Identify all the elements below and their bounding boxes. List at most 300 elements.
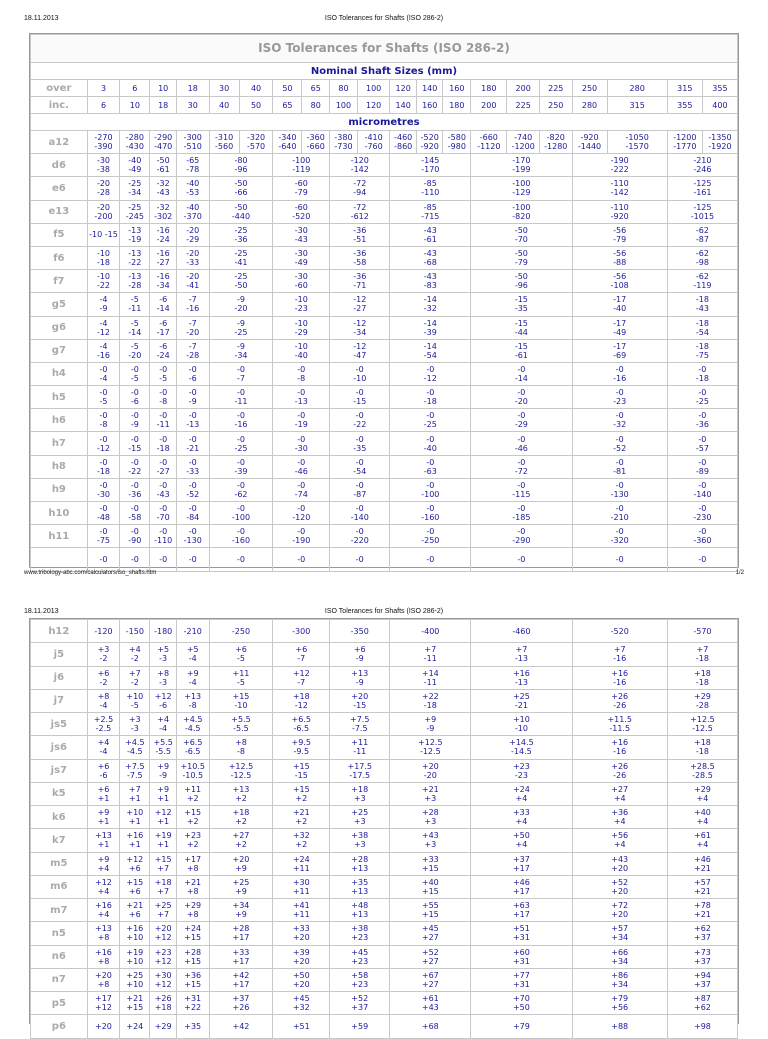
source-url[interactable]: www.tribology-abc.com/calculators/iso_shafts.htm [24,570,157,576]
size-over-cell: 30 [209,80,239,97]
tolerance-cell: +6.5 -6.5 [273,713,330,736]
tolerance-cell: +25 -21 [471,689,572,712]
grade-label: g5 [31,293,88,316]
tolerance-cell: -15 -44 [471,316,572,339]
tolerance-cell: -0 -210 [572,502,667,525]
tolerance-cell: -0 -8 [150,386,177,409]
tolerance-cell: -50 -70 [471,223,572,246]
tolerance-cell: +52 +20 [572,875,667,898]
tolerance-cell: +19 +10 [120,945,150,968]
tolerance-cell: -0 [471,548,572,571]
grade-row [31,432,738,455]
tolerance-cell: -36 -51 [330,223,390,246]
tolerance-cell: -65 -78 [176,154,209,177]
tolerance-cell: +25 +7 [150,899,177,922]
tolerance-cell: +7 -11 [390,643,471,666]
tolerance-cell: -410 -760 [357,131,390,154]
tolerance-cell: -9 -20 [209,293,273,316]
tolerance-cell: -520 -920 [416,131,443,154]
tolerance-cell: +27 +4 [572,782,667,805]
tolerance-cell: +98 [667,1015,737,1038]
tolerance-cell: +20 +9 [209,852,273,875]
tolerance-cell: -0 -110 [150,525,177,548]
tolerance-cell: +18 +3 [330,782,390,805]
tolerance-cell: +26 -26 [572,759,667,782]
tolerance-cell: -0 -18 [390,386,471,409]
inc-label: inc. [31,97,88,114]
grade-label: h9 [31,478,88,501]
tolerance-cell: +6.5 -6.5 [176,736,209,759]
tolerance-cell: +15 +2 [273,782,330,805]
tolerance-cell: +70 +50 [471,992,572,1015]
tolerance-cell: -360 -660 [302,131,330,154]
grade-row [31,246,738,269]
tolerance-cell: -100 -129 [471,177,572,200]
tolerance-cell: +94 +37 [667,968,737,991]
grade-row [31,852,738,875]
tolerance-cell: -50 -440 [209,200,273,223]
tolerance-cell: -0 -30 [87,478,120,501]
tolerance-cell: -16 -34 [150,270,177,293]
tolerance-cell: -0 -72 [471,455,572,478]
tolerance-cell: -580 -980 [443,131,471,154]
size-over-cell: 18 [176,80,209,97]
tolerance-cell: +7 -16 [572,643,667,666]
tolerance-cell: +7.5 -7.5 [330,713,390,736]
tolerance-cell: +8 -3 [150,666,177,689]
tolerance-cell: +18 +2 [209,806,273,829]
tolerance-cell: -400 [390,620,471,643]
tolerance-cell: +12 +1 [150,806,177,829]
grade-label: n7 [31,968,88,991]
tolerance-cell: +28 +3 [390,806,471,829]
grade-label: h8 [31,455,88,478]
tolerance-cell: +5 -3 [150,643,177,666]
grade-label: js5 [31,713,88,736]
tolerance-cell: +25 +10 [120,968,150,991]
tolerance-cell: -32 -43 [150,177,177,200]
tolerance-cell: +40 +15 [390,875,471,898]
tolerance-cell: +6 -7 [273,643,330,666]
grade-row [31,945,738,968]
tolerance-cell: -520 [572,620,667,643]
tolerance-cell: -0 -74 [273,478,330,501]
tolerance-cell: -125 -161 [667,177,737,200]
tolerance-cell: -0 -20 [471,386,572,409]
tolerance-cell: -0 -10 [330,362,390,385]
tolerance-cell: +16 -16 [572,666,667,689]
size-over-cell: 355 [702,80,737,97]
tolerance-cell: -0 [330,548,390,571]
tolerance-cell: -10 -15 [87,223,120,246]
tolerance-cell: -36 -71 [330,270,390,293]
tolerance-cell: -0 [667,548,737,571]
size-over-cell: 225 [539,80,572,97]
grade-label: h5 [31,386,88,409]
tolerance-cell: +12.5 -12.5 [390,736,471,759]
tolerance-cell: -6 -24 [150,339,177,362]
tolerance-cell: -0 [150,548,177,571]
grade-label: g7 [31,339,88,362]
tolerance-cell: +15 -15 [273,759,330,782]
tolerance-cell: +13 -8 [176,689,209,712]
tolerance-cell: +18 -18 [667,666,737,689]
tolerance-cell: +7 -2 [120,666,150,689]
tolerance-cell: -0 -100 [209,502,273,525]
tolerance-cell: -85 -715 [390,200,471,223]
tolerance-cell: -5 -11 [120,293,150,316]
tolerance-cell: +4.5 -4.5 [120,736,150,759]
tolerance-cell: -14 -39 [390,316,471,339]
tolerance-cell: -0 -9 [120,409,150,432]
grade-label: g6 [31,316,88,339]
tolerance-cell: +14 -11 [390,666,471,689]
tolerance-cell: +23 +12 [150,945,177,968]
tolerance-cell: +45 +23 [330,945,390,968]
grade-label: p6 [31,1015,88,1038]
tolerance-cell: +36 +15 [176,968,209,991]
tolerance-cell: -0 -52 [572,432,667,455]
tolerance-cell: -0 -15 [120,432,150,455]
tolerance-cell: -0 -140 [330,502,390,525]
size-over-cell: 120 [390,80,417,97]
tolerance-cell: +13 +2 [209,782,273,805]
tolerance-cell: -10 -23 [273,293,330,316]
tolerance-cell: -0 -36 [120,478,150,501]
tolerance-cell: -0 -21 [176,432,209,455]
tolerance-table-page2 [29,618,739,1032]
tolerance-cell: +45 +27 [390,922,471,945]
tolerance-cell: -0 -6 [120,386,150,409]
tolerance-cell: -0 -22 [330,409,390,432]
tolerance-cell: +15 -10 [209,689,273,712]
grade-row [31,455,738,478]
tolerance-cell: +16 +10 [120,922,150,945]
grade-row [31,409,738,432]
tolerance-cell: +9 -9 [390,713,471,736]
size-inc-cell: 40 [209,97,239,114]
tolerance-cell: -145 -170 [390,154,471,177]
tolerance-table-page1 [29,33,739,568]
tolerance-cell: -40 -53 [176,177,209,200]
tolerance-cell: -0 -6 [176,362,209,385]
tolerance-cell: +26 -26 [572,689,667,712]
tolerance-cell: +6 -9 [330,643,390,666]
tolerance-cell: +4 -2 [120,643,150,666]
tolerance-cell: -0 -220 [330,525,390,548]
tolerance-cell: +11 -11 [330,736,390,759]
tolerance-cell: +36 +4 [572,806,667,829]
tolerance-cell: +10.5 -10.5 [176,759,209,782]
tolerance-cell: -9 -34 [209,339,273,362]
tolerance-cell: -50 -79 [471,246,572,269]
tolerance-cell: -50 -61 [150,154,177,177]
tolerance-cell: +9 +4 [87,852,120,875]
tolerance-cell: -0 -16 [209,409,273,432]
tolerance-cell: +5 -4 [176,643,209,666]
tolerance-cell: -0 -115 [471,478,572,501]
tolerance-cell: +78 +21 [667,899,737,922]
tolerance-cell: -7 -16 [176,293,209,316]
grade-label: j6 [31,666,88,689]
tolerance-cell: +39 +20 [273,945,330,968]
size-over-cell: 180 [471,80,507,97]
tolerance-cell: -0 -250 [390,525,471,548]
tolerance-cell: -0 -62 [209,478,273,501]
grade-label: h7 [31,432,88,455]
tolerance-cell: +31 +22 [176,992,209,1015]
tolerance-cell: +9 +1 [150,782,177,805]
tolerance-cell: +46 +17 [471,875,572,898]
tolerance-cell: -300 [273,620,330,643]
tolerance-cell: -0 -39 [209,455,273,478]
tolerance-cell: +35 +13 [330,875,390,898]
tolerance-cell: -0 -13 [273,386,330,409]
tolerance-cell: +45 +32 [273,992,330,1015]
tolerance-cell: -0 -130 [572,478,667,501]
tolerance-cell: -0 -18 [667,362,737,385]
tolerance-cell: +33 +15 [390,852,471,875]
size-inc-cell: 120 [357,97,390,114]
tolerance-cell: -0 -25 [209,432,273,455]
tolerance-cell: -25 -34 [120,177,150,200]
tolerance-cell: -60 -79 [273,177,330,200]
tolerance-cell: +15 +2 [176,806,209,829]
tolerance-cell: -0 -89 [667,455,737,478]
tolerance-cell: -15 -35 [471,293,572,316]
tolerance-cell: -0 -87 [330,478,390,501]
grade-label: f5 [31,223,88,246]
tolerance-cell: +30 +12 [150,968,177,991]
tolerance-cell: +9 +1 [87,806,120,829]
tolerance-cell: +25 +9 [209,875,273,898]
grade-row [31,899,738,922]
tolerance-cell: -30 -49 [273,246,330,269]
tolerance-cell: -1350 -1920 [702,131,737,154]
tolerance-cell: -0 [176,548,209,571]
tolerance-cell: -0 -23 [572,386,667,409]
tolerance-cell: -0 -75 [87,525,120,548]
tolerance-cell: +79 +56 [572,992,667,1015]
tolerance-cell: +37 +26 [209,992,273,1015]
tolerance-cell: +20 -20 [390,759,471,782]
tolerance-cell: +24 +15 [176,922,209,945]
grade-label: n6 [31,945,88,968]
tolerance-cell: -4 -12 [87,316,120,339]
grade-row [31,620,738,643]
tolerance-cell: -920 -1440 [572,131,607,154]
tolerance-cell: +21 +15 [120,992,150,1015]
tolerance-cell: -20 -28 [87,177,120,200]
grade-label: m5 [31,852,88,875]
tolerance-cell: +27 +2 [209,829,273,852]
grade-row [31,339,738,362]
tolerance-cell: -0 -5 [120,362,150,385]
tolerance-cell: -25 -36 [209,223,273,246]
tolerance-cell: -0 -4 [87,362,120,385]
grade-label: n5 [31,922,88,945]
tolerance-cell: -15 -61 [471,339,572,362]
grade-label: h4 [31,362,88,385]
grade-row [31,643,738,666]
tolerance-cell: -10 -40 [273,339,330,362]
grade-label: a12 [31,131,88,154]
size-over-cell: 160 [443,80,471,97]
tolerance-cell: -100 -820 [471,200,572,223]
tolerance-cell: +51 +31 [471,922,572,945]
tolerance-cell: -62 -119 [667,270,737,293]
size-over-cell: 250 [572,80,607,97]
tolerance-cell: -50 -66 [209,177,273,200]
tolerance-cell: +19 +1 [150,829,177,852]
tolerance-cell: +4.5 -4.5 [176,713,209,736]
size-inc-cell: 280 [572,97,607,114]
tolerance-cell: -0 -46 [471,432,572,455]
grade-row [31,223,738,246]
tolerance-cell: +32 +2 [273,829,330,852]
size-inc-cell: 65 [273,97,302,114]
tolerance-cell: -60 -520 [273,200,330,223]
tolerance-cell: +10 -5 [120,689,150,712]
tolerance-cell: -300 -510 [176,131,209,154]
tolerance-cell: -0 -52 [176,478,209,501]
tolerance-cell: -72 -612 [330,200,390,223]
print-title: ISO Tolerances for Shafts (ISO 286-2) [324,15,444,22]
grade-row [31,713,738,736]
tolerance-cell: -0 [273,548,330,571]
tolerance-cell: -0 -27 [150,455,177,478]
tolerance-cell: +28 +17 [209,922,273,945]
tolerance-cell: +6 +1 [87,782,120,805]
size-over-cell: 10 [150,80,177,97]
tolerance-cell: -0 -40 [390,432,471,455]
tolerance-cell: +88 [572,1015,667,1038]
tolerance-cell: +11 -5 [209,666,273,689]
tolerance-cell: -14 -32 [390,293,471,316]
tolerance-cell: -17 -49 [572,316,667,339]
tolerance-cell: -350 [330,620,390,643]
tolerance-cell: -0 [120,548,150,571]
tolerance-cell: -0 -11 [209,386,273,409]
tolerance-cell: -310 -560 [209,131,239,154]
grade-row [31,829,738,852]
tolerance-cell: +59 [330,1015,390,1038]
size-over-cell: 140 [416,80,443,97]
tolerance-cell: +77 +31 [471,968,572,991]
tolerance-cell: -16 -24 [150,223,177,246]
tolerance-cell: -150 [120,620,150,643]
grade-row [31,736,738,759]
tolerance-cell: -0 -25 [667,386,737,409]
page-footer [24,570,744,576]
size-inc-cell: 100 [330,97,358,114]
tolerance-cell: +50 +4 [471,829,572,852]
size-over-cell: 280 [607,80,667,97]
tolerance-cell: +7 -13 [471,643,572,666]
tolerance-cell: -0 -140 [667,478,737,501]
tolerance-cell: +29 [150,1015,177,1038]
tolerance-cell: -0 -360 [667,525,737,548]
tolerance-cell: +20 +12 [150,922,177,945]
size-inc-cell: 80 [302,97,330,114]
tolerance-cell: -20 -41 [176,270,209,293]
tolerance-cell: +16 -16 [572,736,667,759]
grade-row [31,806,738,829]
tolerance-cell: -0 -8 [87,409,120,432]
tolerance-cell: -0 -320 [572,525,667,548]
tolerance-cell: -0 -8 [273,362,330,385]
tolerance-cell: -16 -27 [150,246,177,269]
tolerance-cell: -0 -15 [330,386,390,409]
tolerance-cell: -460 [471,620,572,643]
tolerance-cell: -10 -18 [87,246,120,269]
tolerance-cell: +50 +20 [273,968,330,991]
tolerance-cell: +43 +20 [572,852,667,875]
grade-label: h10 [31,502,88,525]
grade-row [31,200,738,223]
tolerance-cell: +18 +7 [150,875,177,898]
tolerance-cell: +7.5 -7.5 [120,759,150,782]
tolerance-cell: -740 -1200 [507,131,540,154]
size-over-cell: 100 [357,80,390,97]
tolerance-cell: -280 -430 [120,131,150,154]
tolerance-cell: +28 +15 [176,945,209,968]
tolerance-cell: +21 +2 [273,806,330,829]
grade-label: e6 [31,177,88,200]
tolerance-cell: +56 +4 [572,829,667,852]
tolerance-cell: -32 -302 [150,200,177,223]
tolerance-cell: +9 -4 [176,666,209,689]
tolerance-cell: -320 -570 [239,131,273,154]
tolerance-cell: +2.5 -2.5 [87,713,120,736]
tolerance-cell: +21 +8 [176,875,209,898]
grade-row [31,992,738,1015]
size-over-cell: 80 [330,80,358,97]
tolerance-cell: -18 -43 [667,293,737,316]
tolerance-cell: -0 [390,548,471,571]
tolerance-cell: +52 +27 [390,945,471,968]
tolerance-cell: +29 +4 [667,782,737,805]
tolerance-cell: -380 -730 [330,131,358,154]
tolerance-cell: -56 -108 [572,270,667,293]
tolerance-cell: -25 -245 [120,200,150,223]
tolerance-cell: -50 -96 [471,270,572,293]
tolerance-cell: +38 +3 [330,829,390,852]
tolerance-cell: -36 -58 [330,246,390,269]
tolerance-cell: -0 -12 [390,362,471,385]
tolerance-cell: -0 -54 [330,455,390,478]
grade-label: f7 [31,270,88,293]
tolerance-cell: +16 +1 [120,829,150,852]
grade-row [31,922,738,945]
tolerance-cell: -12 -27 [330,293,390,316]
grade-label: m6 [31,875,88,898]
tolerance-cell: -17 -40 [572,293,667,316]
tolerance-cell: +20 +8 [87,968,120,991]
tolerance-cell: +15 +7 [150,852,177,875]
tolerance-cell: -125 -1015 [667,200,737,223]
size-inc-cell: 315 [607,97,667,114]
tolerance-cell: +12 -7 [273,666,330,689]
over-label: over [31,80,88,97]
tolerance-cell: -110 -142 [572,177,667,200]
tolerance-cell: +24 [120,1015,150,1038]
tolerance-cell: -120 -142 [330,154,390,177]
tolerance-cell: +17 +8 [176,852,209,875]
tolerance-cell: -4 -16 [87,339,120,362]
tolerance-cell: -0 -18 [87,455,120,478]
tolerance-cell: -0 -70 [150,502,177,525]
